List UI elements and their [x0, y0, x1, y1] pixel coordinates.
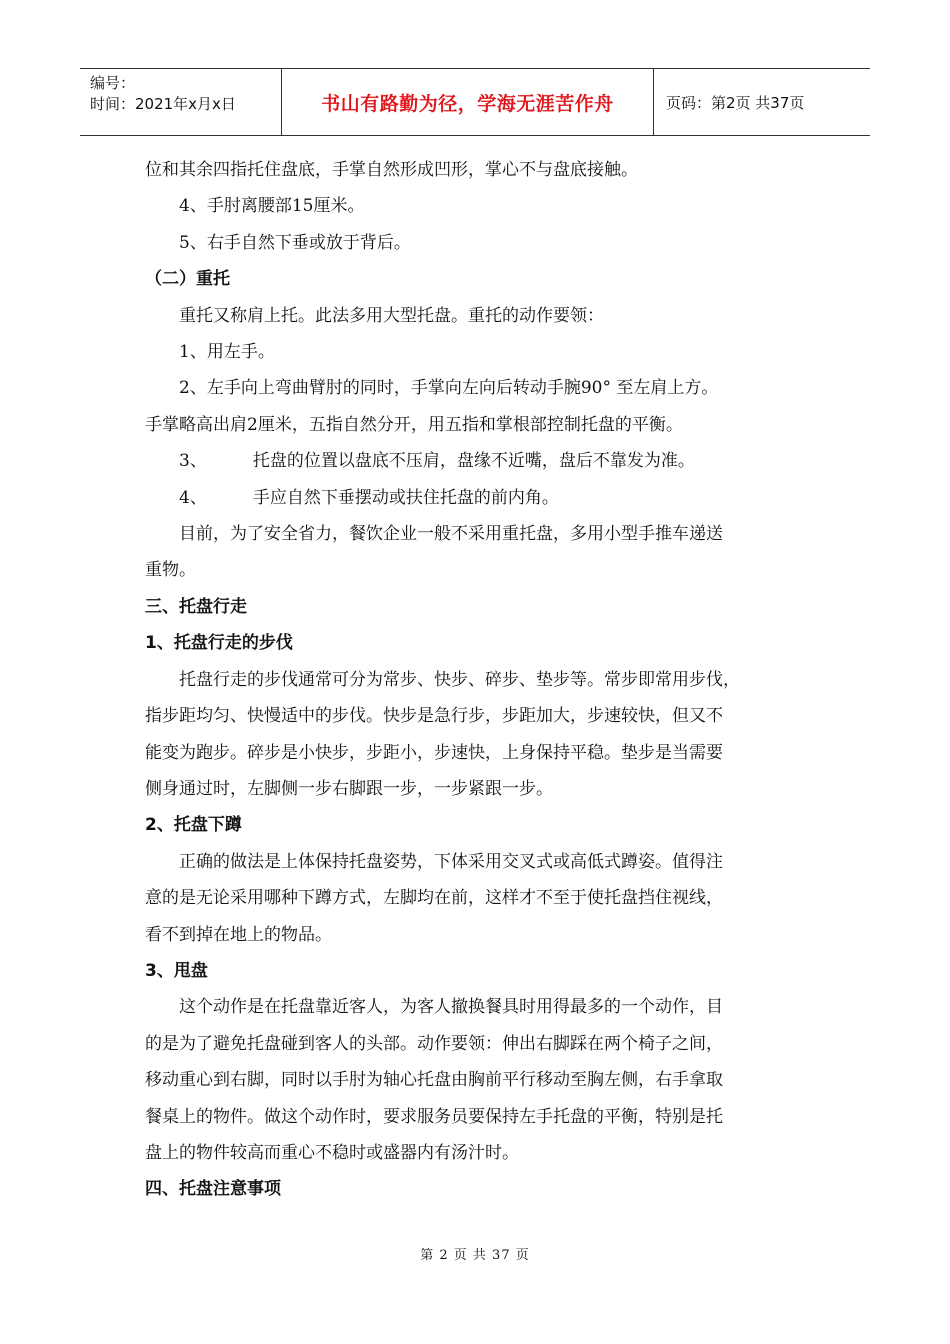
body-line: 看不到掉在地上的物品。	[145, 924, 332, 945]
body-line: 目前，为了安全省力，餐饮企业一般不采用重托盘，多用小型手推车递送	[179, 524, 723, 545]
list-text: 托盘的位置以盘底不压肩，盘缘不近嘴，盘后不靠发为准。	[252, 451, 695, 472]
body-line	[145, 480, 825, 516]
code-label: 编号：	[90, 74, 136, 92]
header-motto: 书山有路勤为径，学海无涯苦作舟	[282, 69, 654, 135]
body-line: 盘上的物件较高而重心不稳时或盛器内有汤汁时。	[145, 1142, 519, 1163]
time-label: 时间：2021年x月x日	[90, 95, 236, 113]
body-line: 2、左手向上弯曲臂肘的同时，手掌向左向后转动手腕90° 至左肩上方。	[179, 378, 719, 399]
body-line: 意的是无论采用哪种下蹲方式，左脚均在前，这样才不至于使托盘挡住视线，	[145, 888, 723, 909]
body-line: 正确的做法是上体保持托盘姿势，下体采用交叉式或高低式蹲姿。值得注	[179, 851, 723, 872]
body-line	[145, 443, 825, 479]
document-body	[145, 152, 825, 1208]
page-footer: 第 2 页 共 37 页	[420, 1248, 530, 1263]
body-line: 这个动作是在托盘靠近客人，为客人撤换餐具时用得最多的一个动作，目	[179, 997, 723, 1018]
body-line: 指步距均匀、快慢适中的步伐。快步是急行步，步距加大，步速较快，但又不	[145, 706, 723, 727]
list-text: 手应自然下垂摆动或扶住托盘的前内角。	[252, 487, 559, 508]
body-line: 重物。	[145, 560, 196, 581]
section-heading: 四、托盘注意事项	[145, 1179, 281, 1200]
body-line: 侧身通过时，左脚侧一步右脚跟一步，一步紧跟一步。	[145, 778, 553, 799]
body-line: 托盘行走的步伐通常可分为常步、快步、碎步、垫步等。常步即常用步伐，	[179, 669, 740, 690]
list-number: 4、	[179, 487, 207, 508]
list-number: 3、	[179, 451, 207, 472]
body-line: 餐桌上的物件。做这个动作时，要求服务员要保持左手托盘的平衡，特别是托	[145, 1106, 723, 1127]
body-line: 能变为跑步。碎步是小快步，步距小，步速快，上身保持平稳。垫步是当需要	[145, 742, 723, 763]
body-line: 移动重心到右脚，同时以手肘为轴心托盘由胸前平行移动至胸左侧，右手拿取	[145, 1070, 723, 1091]
header-table	[80, 68, 870, 136]
body-line: 4、手肘离腰部15厘米。	[179, 196, 365, 217]
body-line: 重托又称肩上托。此法多用大型托盘。重托的动作要领：	[179, 305, 604, 326]
header-page-info: 页码：第2页 共37页	[666, 93, 805, 112]
subsection-heading: 1、托盘行走的步伐	[145, 633, 293, 654]
header-meta-cell	[80, 69, 282, 135]
body-line: 1、用左手。	[179, 342, 275, 363]
body-line: 手掌略高出肩2厘米，五指自然分开，用五指和掌根部控制托盘的平衡。	[145, 414, 683, 435]
body-line: 位和其余四指托住盘底，手掌自然形成凹形，掌心不与盘底接触。	[145, 160, 638, 180]
body-line: 的是为了避免托盘碰到客人的头部。动作要领：伸出右脚踩在两个椅子之间，	[145, 1033, 723, 1054]
section-heading: 三、托盘行走	[145, 596, 247, 617]
section-heading: （二）重托	[145, 269, 230, 290]
subsection-heading: 2、托盘下蹲	[145, 815, 242, 836]
subsection-heading: 3、甩盘	[145, 960, 208, 981]
body-line: 5、右手自然下垂或放于背后。	[179, 232, 411, 253]
